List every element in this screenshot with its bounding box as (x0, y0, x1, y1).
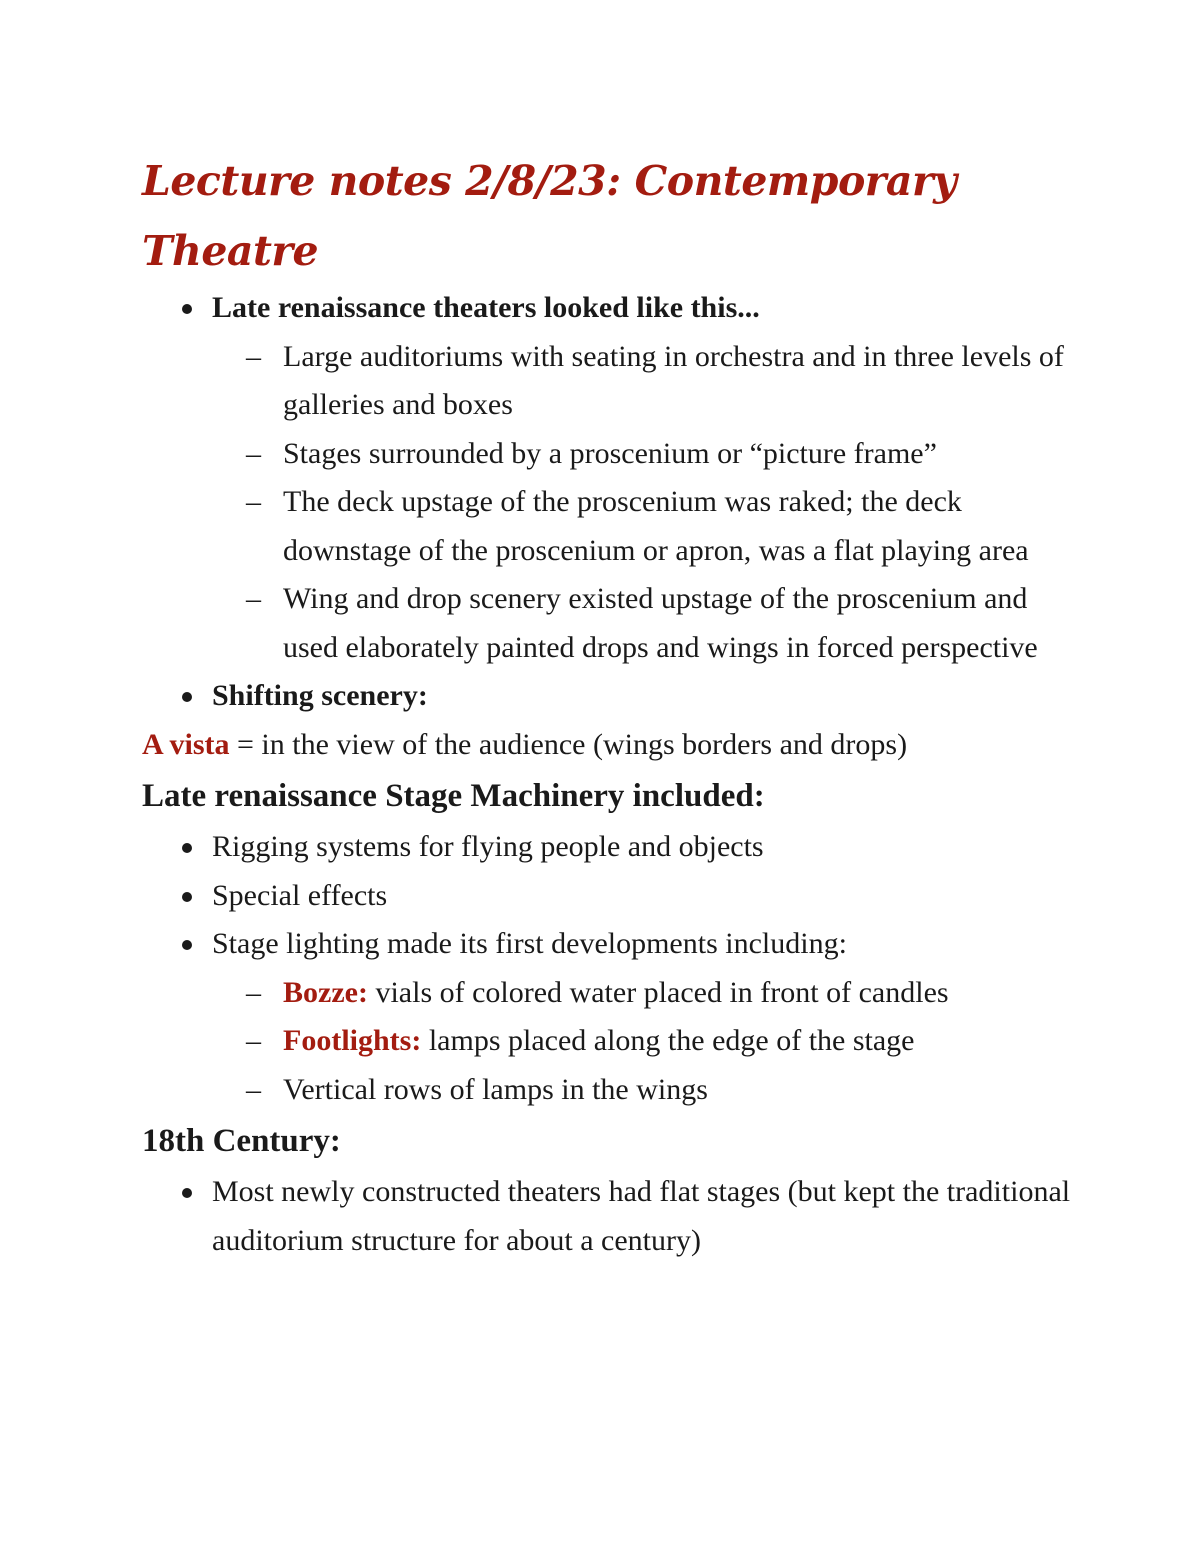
bullet-icon (182, 1188, 192, 1198)
list-item (212, 823, 1082, 872)
lighting-sublist (212, 969, 1082, 1115)
dash-icon: – (246, 975, 261, 1009)
list-item (212, 872, 1082, 921)
dash-icon: – (246, 485, 261, 518)
sub-list-item (246, 430, 1082, 479)
sub-list-item (246, 969, 1082, 1018)
sublist (212, 333, 1082, 673)
list-item (212, 920, 1082, 1114)
section-late-renaissance-list (142, 284, 1082, 721)
century18-list (142, 1168, 1082, 1265)
sub-list-item (246, 333, 1082, 430)
bullet-icon (182, 304, 192, 314)
dash-icon: – (246, 339, 261, 373)
sub-list-item (246, 478, 1082, 575)
list-item-text: Special effects (212, 878, 388, 912)
dash-icon: – (246, 582, 261, 615)
sub-list-item (246, 575, 1082, 672)
list-item (212, 672, 1082, 721)
sub-list-item (246, 1017, 1082, 1066)
list-item-text: Rigging systems for flying people and objects (212, 830, 764, 863)
sub-list-item-text: Vertical rows of lamps in the wings (283, 1072, 708, 1106)
sub-list-item-text: vials of colored water placed in front of candles (367, 975, 949, 1009)
section-heading-18th-century: 18th Century: (142, 1123, 341, 1159)
term-bozze: Bozze: (283, 975, 368, 1009)
sub-list-item-text: Wing and drop scenery existed upstage of the proscenium and used elaborately painted drops and wings in forced perspective (283, 582, 1038, 664)
page-title: Lecture notes 2/8/23: Contemporary Theatre (142, 157, 957, 275)
sub-list-item-text: lamps placed along the edge of the stage (421, 1024, 915, 1057)
sub-list-item-text: Large auditoriums with seating in orchestra and in three levels of galleries and boxes (283, 339, 1064, 421)
dash-icon: – (246, 436, 261, 470)
machinery-list (142, 823, 1082, 1114)
definition-text: = in the view of the audience (wings borders and drops) (229, 727, 908, 761)
list-item-text: Most newly constructed theaters had flat stages (but kept the traditional auditorium structure for about a century) (212, 1175, 1071, 1257)
list-item (212, 1168, 1082, 1265)
sub-list-item-text: Stages surrounded by a proscenium or “picture frame” (283, 436, 937, 470)
bullet-icon (182, 940, 192, 950)
list-item-heading: Shifting scenery: (212, 679, 428, 712)
sub-list-item-text: The deck upstage of the proscenium was raked; the deck downstage of the proscenium or apron, was a flat playing area (283, 485, 1029, 567)
a-vista-definition (142, 721, 1082, 770)
dash-icon: – (246, 1024, 261, 1057)
list-item (212, 284, 1082, 672)
list-item-text: Stage lighting made its first developments including: (212, 927, 847, 960)
bullet-icon (182, 892, 192, 902)
term-footlights: Footlights: (283, 1024, 422, 1057)
notes-body (142, 284, 1082, 1265)
bullet-icon (182, 692, 192, 702)
term-a-vista: A vista (142, 727, 230, 761)
section-heading-machinery: Late renaissance Stage Machinery included: (142, 778, 765, 814)
list-item-heading: Late renaissance theaters looked like this... (212, 291, 760, 324)
sub-list-item (246, 1066, 1082, 1115)
bullet-icon (182, 843, 192, 853)
dash-icon: – (246, 1072, 261, 1106)
